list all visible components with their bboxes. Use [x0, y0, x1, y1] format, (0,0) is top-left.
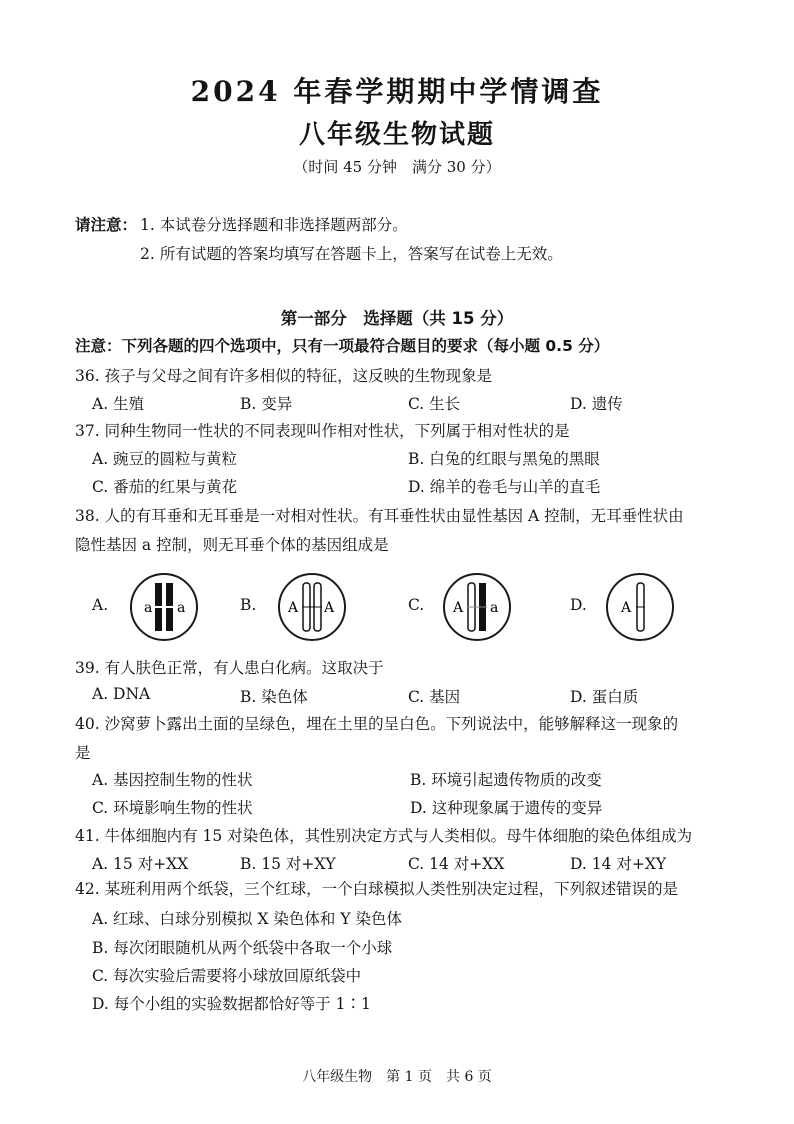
question-stem-38-line1: 38. 人的有耳垂和无耳垂是一对相对性状。有耳垂性状由显性基因 A 控制，无耳垂性状由 [75, 507, 684, 525]
option-41-d: D. 14 对+XY [570, 855, 667, 873]
option-40-c: C. 环境影响生物的性状 [92, 799, 253, 817]
option-39-d: D. 蛋白质 [570, 688, 639, 706]
option-40-d: D. 这种现象属于遗传的变异 [410, 799, 603, 817]
section-title: 第一部分 选择题（共 15 分） [280, 309, 514, 328]
question-stem-41: 41. 牛体细胞内有 15 对染色体，其性别决定方式与人类相似。母牛体细胞的染色体组成为 [75, 827, 693, 845]
option-41-b: B. 15 对+XY [240, 855, 336, 873]
option-38-b: B. [240, 596, 257, 614]
question-stem-40-line2: 是 [75, 744, 91, 762]
gene-label: a [177, 600, 186, 616]
notice-label: 请注意： [75, 216, 138, 234]
chromosome-diagram-d [604, 571, 676, 643]
question-stem-36: 36. 孩子与父母之间有许多相似的特征，这反映的生物现象是 [75, 367, 493, 385]
gene-label: A [453, 600, 464, 616]
page-footer: 八年级生物 第 1 页 共 6 页 [302, 1069, 492, 1085]
gene-label: a [144, 600, 153, 616]
chromosome-diagram-a [128, 571, 200, 643]
question-stem-37: 37. 同种生物同一性状的不同表现叫作相对性状，下列属于相对性状的是 [75, 422, 570, 440]
option-42-d: D. 每个小组的实验数据都恰好等于 1∶1 [92, 995, 371, 1013]
option-41-a: A. 15 对+XX [92, 855, 189, 873]
option-37-d: D. 绵羊的卷毛与山羊的直毛 [408, 478, 601, 496]
option-36-a: A. 生殖 [92, 395, 145, 413]
section-instruction: 注意：下列各题的四个选项中，只有一项最符合题目的要求（每小题 0.5 分） [75, 337, 610, 355]
exam-title: 2024 年春学期期中学情调查 [190, 75, 604, 108]
option-42-c: C. 每次实验后需要将小球放回原纸袋中 [92, 967, 362, 985]
option-37-b: B. 白兔的红眼与黑兔的黑眼 [408, 450, 600, 468]
option-39-c: C. 基因 [408, 688, 461, 706]
option-36-d: D. 遗传 [570, 395, 623, 413]
notice-item-2: 2. 所有试题的答案均填写在答题卡上，答案写在试卷上无效。 [140, 245, 563, 263]
question-stem-42: 42. 某班利用两个纸袋，三个红球，一个白球模拟人类性别决定过程，下列叙述错误的是 [75, 880, 679, 898]
option-42-a: A. 红球、白球分别模拟 X 染色体和 Y 染色体 [92, 910, 403, 928]
option-38-d: D. [570, 596, 587, 614]
gene-label: a [490, 600, 499, 616]
notice-item-1: 1. 本试卷分选择题和非选择题两部分。 [140, 216, 408, 234]
gene-label: A [288, 600, 299, 616]
option-38-c: C. [408, 596, 425, 614]
chromosome-diagram-b [276, 571, 348, 643]
chromosome-diagram-c [441, 571, 513, 643]
option-40-b: B. 环境引起遗传物质的改变 [410, 771, 602, 789]
option-40-a: A. 基因控制生物的性状 [92, 771, 253, 789]
time-info: （时间 45 分钟 满分 30 分） [293, 158, 501, 176]
gene-label: A [324, 600, 335, 616]
option-38-a: A. [92, 596, 109, 614]
option-37-a: A. 豌豆的圆粒与黄粒 [92, 450, 238, 468]
option-41-c: C. 14 对+XX [408, 855, 505, 873]
option-42-b: B. 每次闭眼随机从两个纸袋中各取一个小球 [92, 939, 393, 957]
option-39-a: A. DNA [92, 685, 151, 703]
option-36-b: B. 变异 [240, 395, 293, 413]
gene-label: A [621, 600, 632, 616]
question-stem-38-line2: 隐性基因 a 控制，则无耳垂个体的基因组成是 [75, 536, 389, 554]
option-37-c: C. 番茄的红果与黄花 [92, 478, 238, 496]
question-stem-39: 39. 有人肤色正常，有人患白化病。这取决于 [75, 659, 384, 677]
subject-title: 八年级生物试题 [298, 120, 495, 150]
question-stem-40-line1: 40. 沙窝萝卜露出土面的呈绿色，埋在土里的呈白色。下列说法中，能够解释这一现象的 [75, 715, 679, 733]
option-36-c: C. 生长 [408, 395, 461, 413]
option-39-b: B. 染色体 [240, 688, 308, 706]
